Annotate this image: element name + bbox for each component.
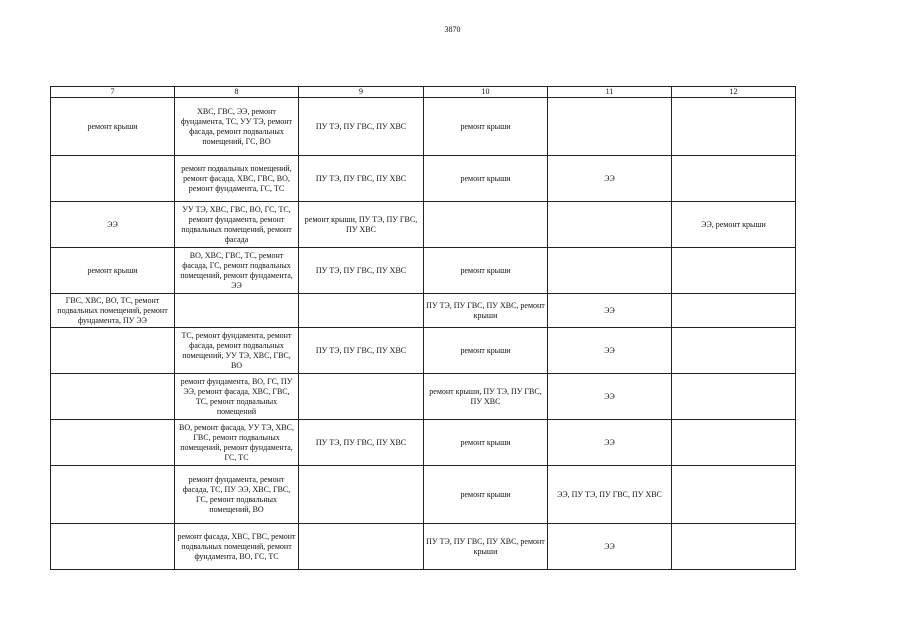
column-header: 8 [175,87,299,98]
table-cell: УУ ТЭ, ХВС, ГВС, ВО, ГС, ТС, ремонт фундамента, ремонт подвальных помещений, ремонт фасада [175,202,299,248]
column-header: 12 [672,87,796,98]
table-cell: ремонт крыши [424,98,548,156]
table-cell: ЭЭ, ПУ ТЭ, ПУ ГВС, ПУ ХВС [548,466,672,524]
table-cell: ПУ ТЭ, ПУ ГВС, ПУ ХВС [299,328,424,374]
table-cell: ГВС, ХВС, ВО, ТС, ремонт подвальных помещений, ремонт фундамента, ПУ ЭЭ [51,294,175,328]
table-cell [424,202,548,248]
table-cell [51,466,175,524]
table-cell [672,374,796,420]
table-cell: ЭЭ [548,294,672,328]
table-row [51,524,796,570]
table-cell: ремонт крыши [424,420,548,466]
table-cell: ЭЭ [548,328,672,374]
table-cell: ТС, ремонт фундамента, ремонт фасада, ремонт подвальных помещений, УУ ТЭ, ХВС, ГВС, ВО [175,328,299,374]
table-cell [548,98,672,156]
table-row [51,420,796,466]
table-cell: ЭЭ [548,524,672,570]
column-header: 9 [299,87,424,98]
table-cell: ПУ ТЭ, ПУ ГВС, ПУ ХВС, ремонт крыши [424,524,548,570]
table-cell: ремонт крыши [424,466,548,524]
table-row [51,466,796,524]
column-header: 11 [548,87,672,98]
table-cell [299,294,424,328]
table-cell: ремонт крыши [424,248,548,294]
table-cell: ЭЭ, ремонт крыши [672,202,796,248]
table-cell [51,420,175,466]
table-cell [51,524,175,570]
table-row [51,202,796,248]
table-cell [548,248,672,294]
table-cell: ПУ ТЭ, ПУ ГВС, ПУ ХВС [299,420,424,466]
table-cell [51,156,175,202]
table-cell [672,466,796,524]
table-row [51,156,796,202]
table-cell [672,98,796,156]
table-cell: ХВС, ГВС, ЭЭ, ремонт фундамента, ТС, УУ ТЭ, ремонт фасада, ремонт подвальных помещений, ГС, ВО [175,98,299,156]
table-cell: ЭЭ [548,156,672,202]
table-row [51,98,796,156]
table-cell: ВО, ремонт фасада, УУ ТЭ, ХВС, ГВС, ремонт подвальных помещений, ремонт фундамента, ГС, ТС [175,420,299,466]
table-cell: ремонт крыши [51,98,175,156]
table-cell [672,248,796,294]
table-cell [672,524,796,570]
table-cell: ремонт фундамента, ремонт фасада, ТС, ПУ ЭЭ, ХВС, ГВС, ГС, ремонт подвальных помещений, ВО [175,466,299,524]
table-cell [299,466,424,524]
table-cell: ремонт крыши [424,328,548,374]
table-cell: ремонт фундамента, ВО, ГС, ПУ ЭЭ, ремонт фасада, ХВС, ГВС, ТС, ремонт подвальных помещений [175,374,299,420]
table-cell: ЭЭ [548,374,672,420]
table-cell [299,374,424,420]
table-cell [175,294,299,328]
column-number-row [51,87,796,98]
table-row [51,294,796,328]
table-cell: ремонт крыши, ПУ ТЭ, ПУ ГВС, ПУ ХВС [299,202,424,248]
page-number: 3870 [444,25,461,34]
table-cell [548,202,672,248]
table-row [51,328,796,374]
column-header: 10 [424,87,548,98]
table-cell [672,156,796,202]
table-cell: ЭЭ [548,420,672,466]
table-cell: ЭЭ [51,202,175,248]
table-cell: ремонт подвальных помещений, ремонт фасада, ХВС, ГВС, ВО, ремонт фундамента, ГС, ТС [175,156,299,202]
table-cell: ремонт крыши [424,156,548,202]
column-header: 7 [51,87,175,98]
table-cell: ремонт крыши, ПУ ТЭ, ПУ ГВС, ПУ ХВС [424,374,548,420]
table-cell: ПУ ТЭ, ПУ ГВС, ПУ ХВС [299,156,424,202]
table-cell: ПУ ТЭ, ПУ ГВС, ПУ ХВС, ремонт крыши [424,294,548,328]
table-row [51,374,796,420]
table-cell: ремонт крыши [51,248,175,294]
table-cell [51,374,175,420]
works-table [50,86,796,570]
table-cell: ВО, ХВС, ГВС, ТС, ремонт фасада, ГС, ремонт подвальных помещений, ремонт фундамента, ЭЭ [175,248,299,294]
table-cell: ПУ ТЭ, ПУ ГВС, ПУ ХВС [299,248,424,294]
table-cell [672,420,796,466]
table-cell [672,294,796,328]
table-cell: ремонт фасада, ХВС, ГВС, ремонт подвальных помещений, ремонт фундамента, ВО, ГС, ТС [175,524,299,570]
table-row [51,248,796,294]
table-cell [672,328,796,374]
table-cell [299,524,424,570]
table-cell [51,328,175,374]
table-cell: ПУ ТЭ, ПУ ГВС, ПУ ХВС [299,98,424,156]
